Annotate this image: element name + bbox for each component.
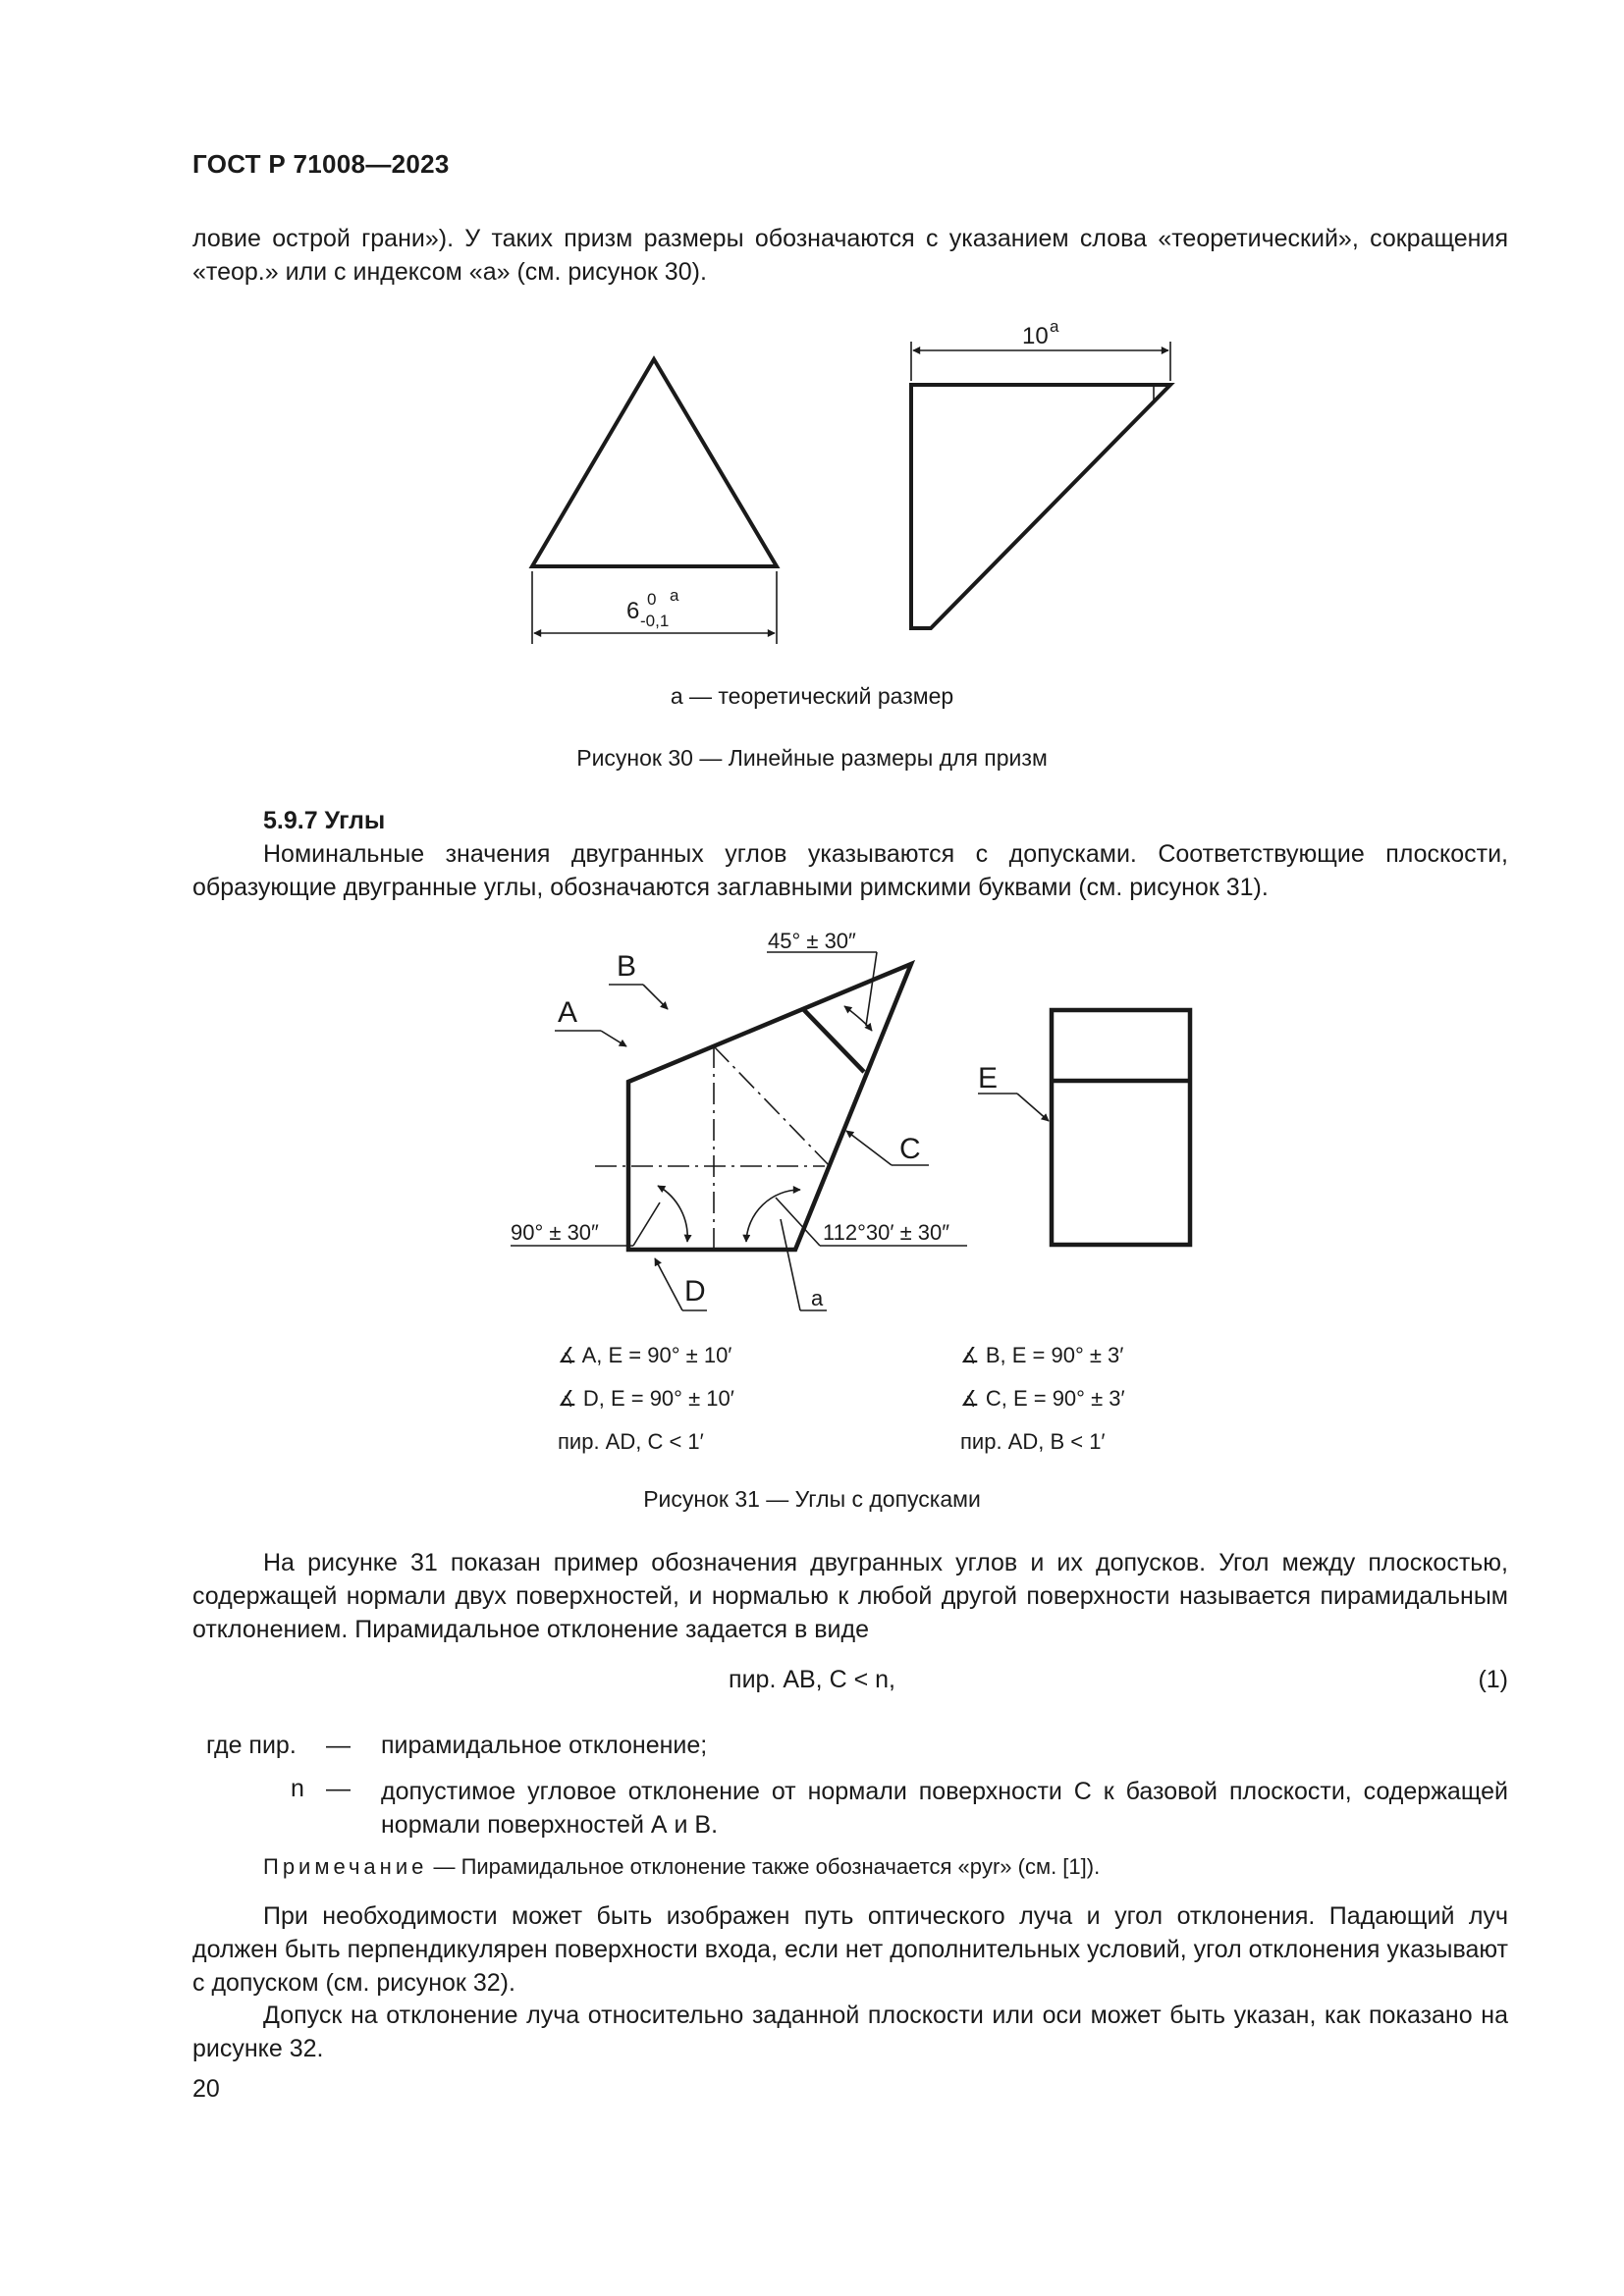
dim-bottom-main: 6	[626, 598, 640, 624]
dim-bottom-sup: a	[670, 586, 679, 605]
label-D: D	[684, 1275, 706, 1308]
figure30-caption: Рисунок 30 — Линейные размеры для призм	[576, 745, 1048, 771]
intro-paragraph: ловие острой грани»). У таких призм размеры обозначаются с указанием слова «теоретический», сокращения «теор.» или с индексом «а» (см. рисунок 30).	[192, 225, 1508, 286]
figure-31	[0, 913, 1624, 1325]
body-paragraph-2: На рисунке 31 показан пример обозначения двугранных углов и их допусков. Угол между плоскостью, содержащей нормали двух поверхностей, и нормалью к любой другой поверхности называется пирамидальным отклонением. Пирамидальное отклонение задается в виде	[192, 1549, 1508, 1643]
side-view	[1052, 1010, 1190, 1245]
tolerance-left-2: ∡ D, E = 90° ± 10′	[558, 1386, 734, 1411]
n-term: n	[291, 1775, 304, 1802]
prism-right	[911, 385, 1170, 628]
body-paragraph-3: При необходимости может быть изображен путь оптического луча и угол отклонения. Падающий луч должен быть перпендикулярен поверхности входа, если нет дополнительных условий, угол отклонения указывают с допуском (см. рисунок 32).	[192, 1902, 1508, 1997]
page-number: 20	[192, 2075, 220, 2103]
dim-top-main: 10	[1022, 323, 1049, 349]
note-label: Примечание	[263, 1854, 428, 1879]
dim-top-sup: a	[1050, 317, 1059, 336]
label-C: C	[899, 1133, 921, 1165]
label-index-a: a	[811, 1286, 824, 1310]
label-A: A	[558, 996, 578, 1029]
where-term: где пир.	[206, 1732, 297, 1759]
tolerance-left-1: ∡ A, E = 90° ± 10′	[558, 1343, 732, 1367]
section-title: 5.9.7 Углы	[263, 807, 386, 834]
note	[263, 1854, 1100, 1880]
formula-number: (1)	[1478, 1666, 1508, 1693]
tolerance-right-3: пир. AD, B < 1′	[960, 1429, 1106, 1454]
angle-right-label: 112°30′ ± 30″	[823, 1220, 950, 1245]
dim-bottom-upper: 0	[647, 590, 657, 609]
figure-30	[0, 294, 1624, 707]
label-B: B	[617, 950, 637, 983]
prism-triangle	[532, 359, 777, 566]
tolerance-right-2: ∡ C, E = 90° ± 3′	[960, 1386, 1125, 1411]
document-header: ГОСТ Р 71008—2023	[192, 149, 450, 179]
section-paragraph: Номинальные значения двугранных углов указываются с допусками. Соответствующие плоскости, образующие двугранные углы, обозначаются заглавными римскими буквами (см. рисунок 31).	[192, 840, 1508, 901]
formula: пир. AB, C < n,	[729, 1666, 895, 1693]
tolerance-right-1: ∡ B, E = 90° ± 3′	[960, 1343, 1124, 1367]
label-E: E	[978, 1062, 999, 1095]
note-text: — Пирамидальное отклонение также обозначается «pyr» (см. [1]).	[427, 1854, 1101, 1879]
where-dash: —	[326, 1732, 351, 1759]
figure31-caption: Рисунок 31 — Углы с допусками	[643, 1486, 981, 1512]
dim-bottom-lower: -0,1	[640, 612, 670, 630]
angle-top-label: 45° ± 30″	[768, 929, 856, 953]
body-paragraph-4: Допуск на отклонение луча относительно заданной плоскости или оси может быть указан, как показано на рисунке 32.	[192, 2002, 1508, 2062]
figure30-legend: а — теоретический размер	[670, 683, 954, 709]
tolerance-left-3: пир. AD, C < 1′	[558, 1429, 704, 1454]
n-dash: —	[326, 1775, 351, 1802]
n-definition: допустимое угловое отклонение от нормали поверхности С к базовой плоскости, содержащей нормали поверхностей А и В.	[381, 1778, 1508, 1839]
where-definition: пирамидальное отклонение;	[381, 1732, 708, 1759]
angle-left-label: 90° ± 30″	[511, 1220, 599, 1245]
